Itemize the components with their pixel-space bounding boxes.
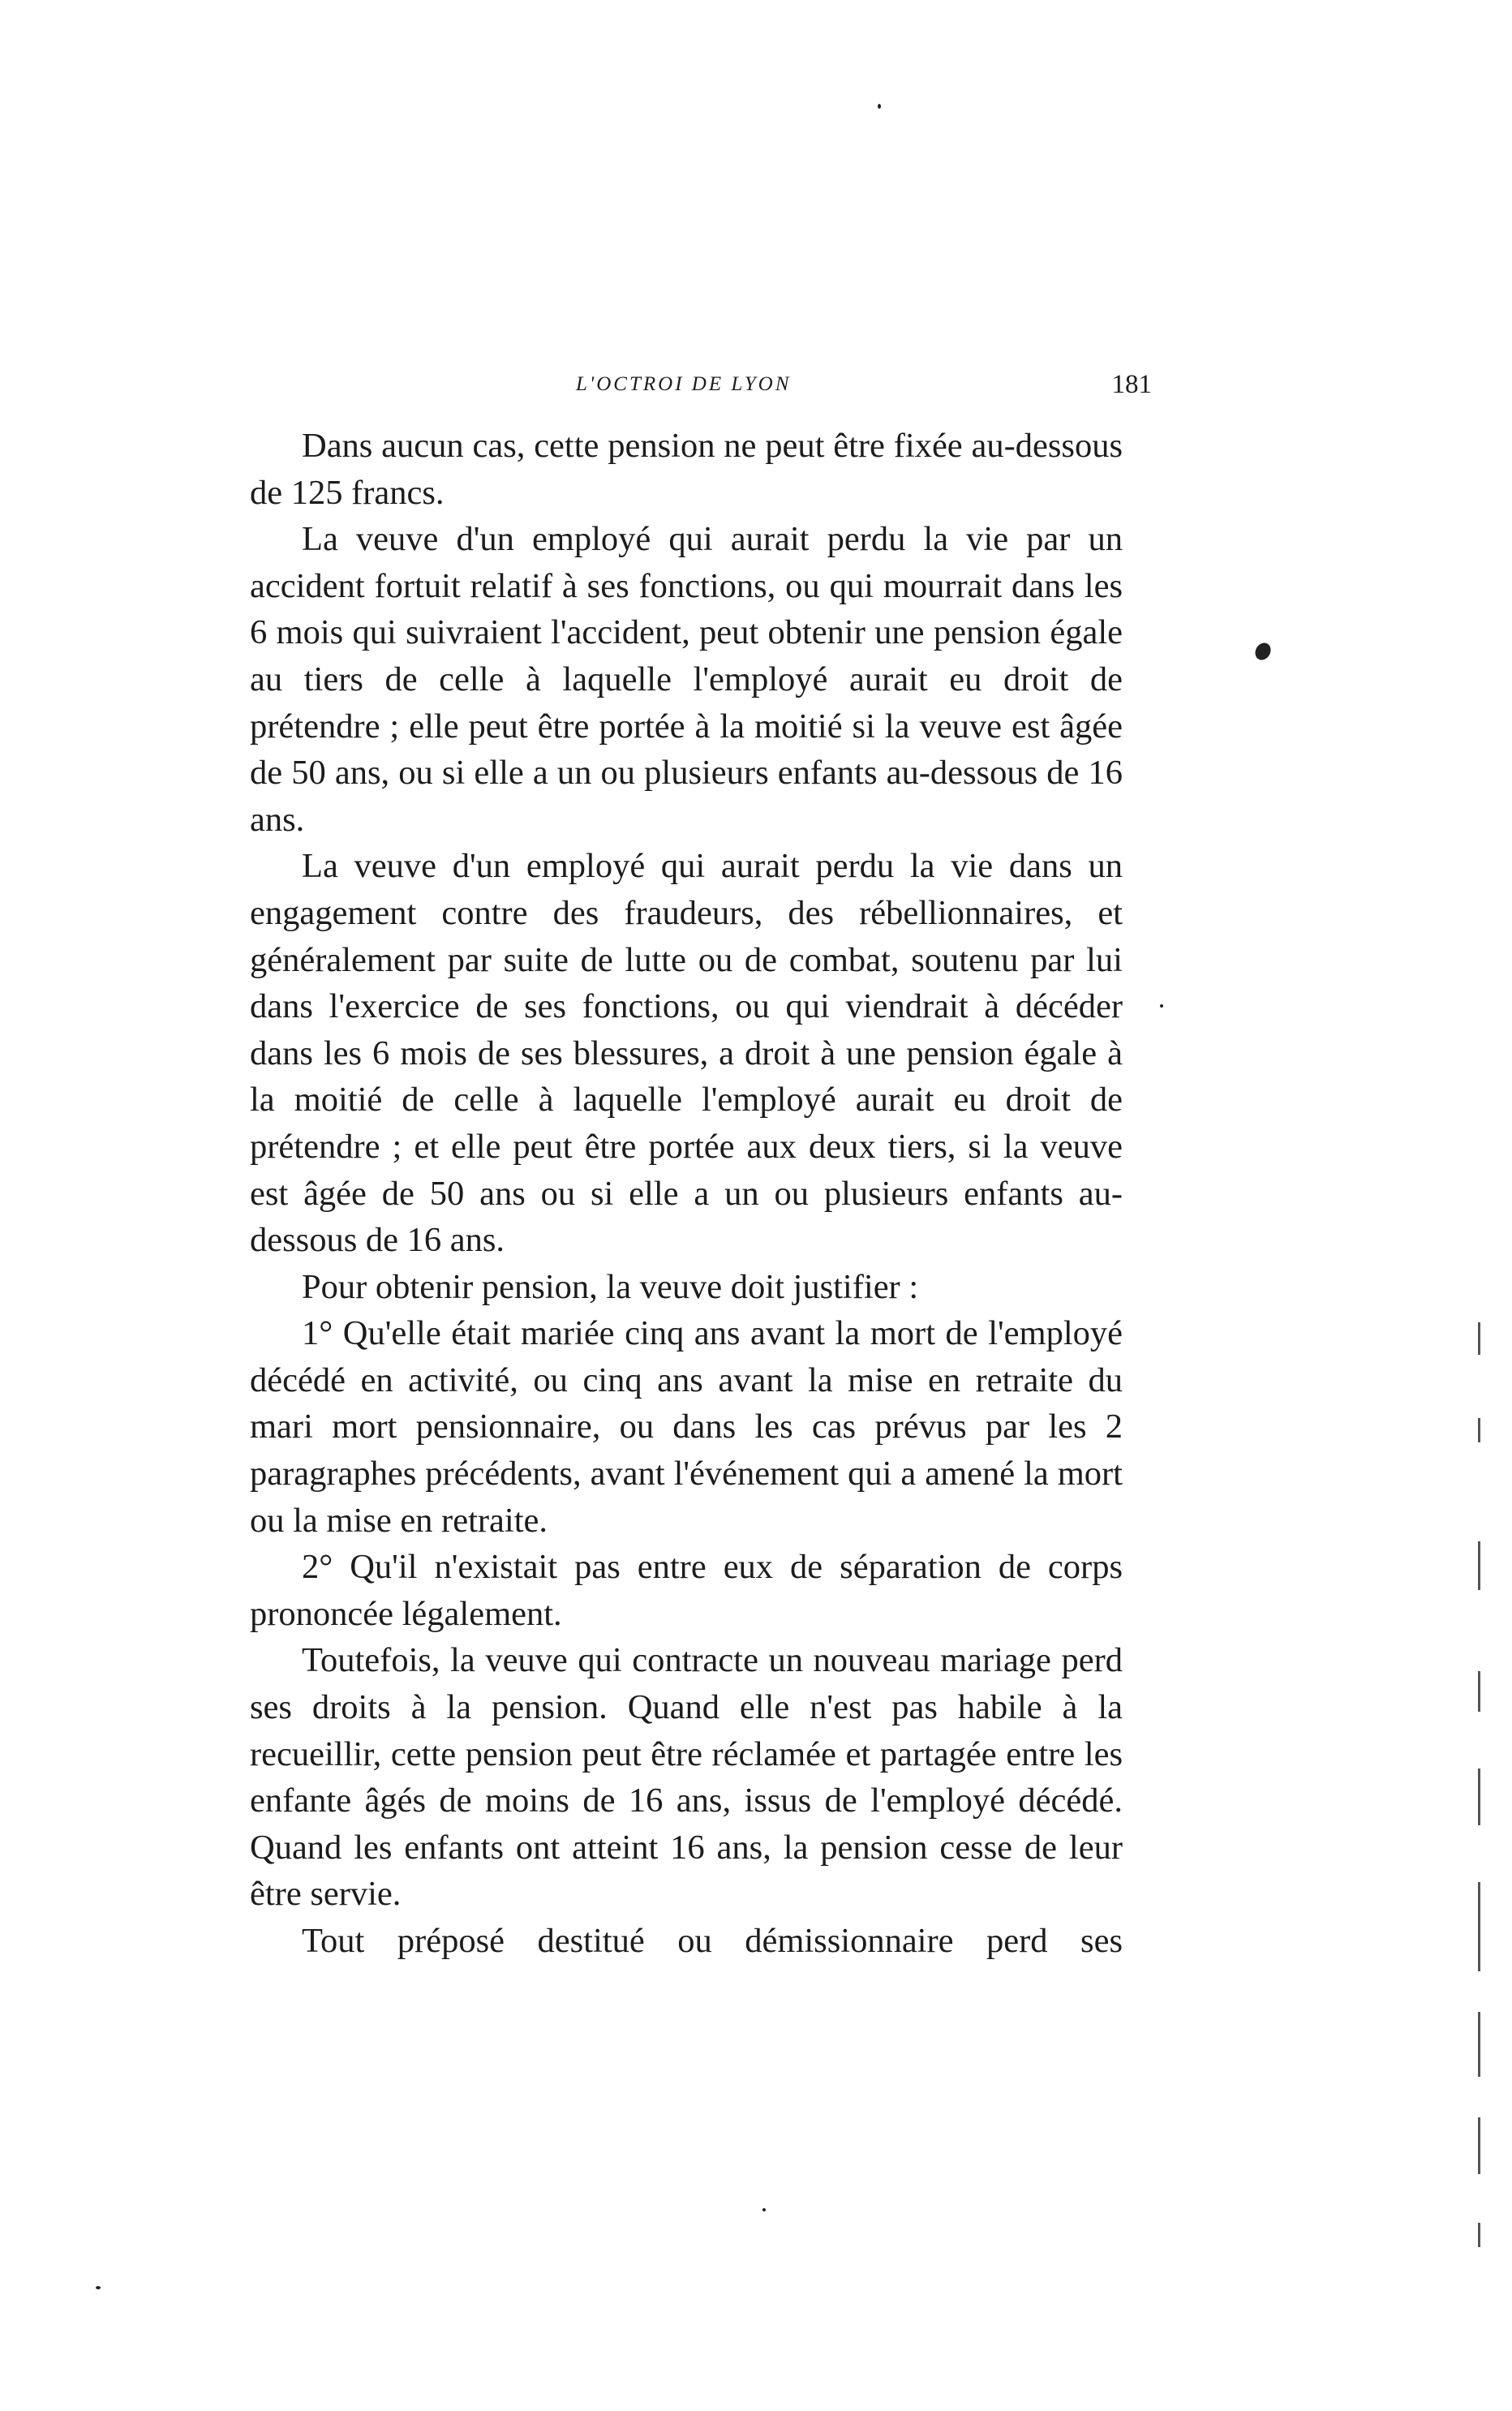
- running-head-title: L'OCTROI DE LYON: [576, 373, 792, 395]
- paragraph-minimum-pension: Dans aucun cas, cette pension ne peut être fixée au-dessous de 125 francs.: [250, 427, 1123, 512]
- margin-edge-mark: [1478, 1882, 1480, 1971]
- scan-speck: [878, 104, 881, 109]
- page-number: 181: [1111, 370, 1152, 399]
- paragraph-justification-intro: Pour obtenir pension, la veuve doit justifier :: [302, 1267, 919, 1306]
- margin-edge-mark: [1478, 1768, 1480, 1825]
- paragraph-condition-2: 2° Qu'il n'existait pas entre eux de séparation de corps prononcée légalement.: [250, 1548, 1123, 1633]
- margin-edge-mark: [1478, 1671, 1480, 1712]
- scan-speck: [96, 2286, 101, 2289]
- paragraph-combat-widow: La veuve d'un employé qui aurait perdu la vie dans un engagement contre des fraudeurs, des rébellionnaires, et généralement par suite de lutte ou de combat, soutenu par lui dans l'exercice de ses fonctions, ou qui viendrait à décéder dans les 6 mois de ses blessures, a droit à une pension égale à la moitié de celle à laquelle l'employé aurait eu droit de prétendre ; et elle peut être portée aux deux tiers, si la veuve est âgée de 50 ans ou si elle a un ou plusieurs enfants au-dessous de 16 ans.: [250, 847, 1123, 1260]
- paragraph-condition-1: 1° Qu'elle était mariée cinq ans avant la mort de l'employé décédé en activité, ou cinq ans avant la mise en retraite du mari mort pensionnaire, ou dans les cas prévus par les 2 paragraphes précédents, avant l'événement qui a amené la mort ou la mise en retraite.: [250, 1314, 1123, 1540]
- margin-edge-mark: [1478, 1541, 1480, 1590]
- margin-edge-mark: [1478, 1418, 1480, 1442]
- margin-edge-mark: [1478, 2117, 1480, 2174]
- scan-speck: [762, 2208, 766, 2211]
- margin-edge-mark: [1478, 1322, 1480, 1355]
- paragraph-remarriage: Toutefois, la veuve qui contracte un nouveau mariage perd ses droits à la pension. Quand elle n'est pas habile à la recueillir, cette pension peut être réclamée et partagée entre les enfante âgés de moins de 16 ans, issus de l'employé décédé. Quand les enfants ont atteint 16 ans, la pension cesse de leur être servie.: [250, 1641, 1123, 1914]
- body-text: [250, 423, 1123, 1965]
- paragraph-accident-widow: La veuve d'un employé qui aurait perdu la vie par un accident fortuit relatif à ses fonctions, ou qui mourrait dans les 6 mois qui suivraient l'accident, peut obtenir une pension égale au tiers de celle à laquelle l'employé aurait eu droit de prétendre ; elle peut être portée à la moitié si la veuve est âgée de 50 ans, ou si elle a un ou plusieurs enfants au-dessous de 16 ans.: [250, 520, 1123, 839]
- margin-edge-mark: [1478, 2223, 1480, 2247]
- scan-speck: [1160, 1004, 1163, 1008]
- margin-edge-mark: [1478, 2012, 1480, 2077]
- scan-speck: [1252, 640, 1274, 663]
- running-head: [243, 370, 1152, 406]
- paragraph-dismissed-agent: Tout préposé destitué ou démissionnaire perd ses: [302, 1922, 1123, 1960]
